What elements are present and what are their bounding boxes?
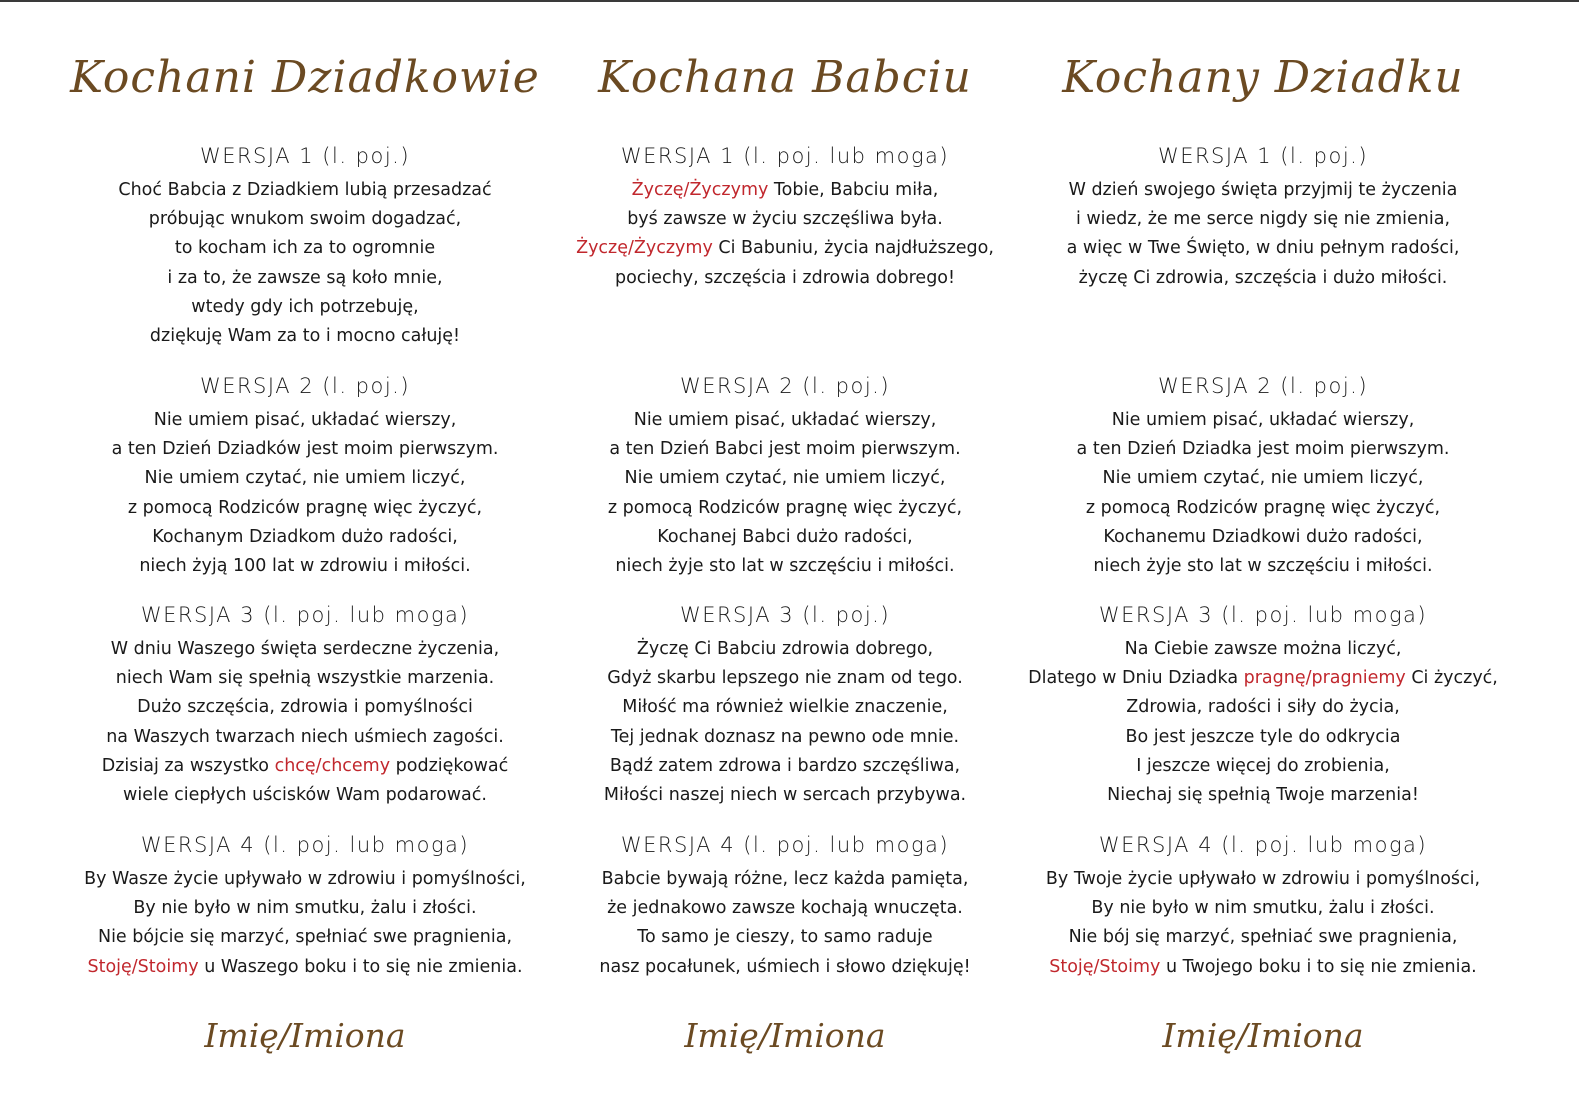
version-heading: WERSJA 2 (l. poj.) <box>679 374 891 398</box>
version-3 <box>560 600 1010 810</box>
poem-line <box>560 234 1010 263</box>
poem-line: By Wasze życie upływało w zdrowiu i pomyślności, <box>84 869 526 889</box>
line-text: Tobie, Babciu miła, <box>768 180 939 200</box>
poem-line: niech Wam się spełnią wszystkie marzenia. <box>115 668 495 689</box>
poem-line: byś zawsze w życiu szczęśliwa była. <box>627 209 943 230</box>
poem-line: Nie umiem czytać, nie umiem liczyć, <box>1102 468 1424 489</box>
poem-line: By nie było w nim smutku, żalu i złości. <box>133 898 477 919</box>
poem-line: Miłość ma również wielkie znaczenie, <box>622 697 948 718</box>
highlight-text: pragnę/pragniemy <box>1243 668 1406 689</box>
signature: Imię/Imiona <box>684 1016 886 1055</box>
poem-line: Nie umiem pisać, układać wierszy, <box>1111 410 1415 430</box>
poem-line <box>60 752 550 781</box>
signature: Imię/Imiona <box>204 1016 406 1055</box>
poem-line: nasz pocałunek, uśmiech i słowo dziękuję! <box>599 956 971 977</box>
poem-line: Kochanej Babci dużo radości, <box>657 526 913 547</box>
poem-line: Dużo szczęścia, zdrowia i pomyślności <box>137 697 473 718</box>
poem-line: Kochanemu Dziadkowi dużo radości, <box>1103 526 1423 547</box>
poem-line: na Waszych twarzach niech uśmiech zagości. <box>106 726 504 747</box>
version-heading: WERSJA 3 (l. poj. lub moga) <box>1098 603 1428 627</box>
version-heading: WERSJA 1 (l. poj.) <box>1157 144 1369 168</box>
version-2 <box>560 371 1010 581</box>
poem-line: próbując wnukom swoim dogadzać, <box>148 209 462 230</box>
line-text: podziękować <box>390 755 509 776</box>
version-4 <box>60 830 550 982</box>
poem-line: Na Ciebie zawsze można liczyć, <box>1124 639 1402 659</box>
highlight-text: Życzę/Życzymy <box>576 238 713 259</box>
poem-line: dziękuję Wam za to i mocno całuję! <box>149 326 461 347</box>
version-3 <box>60 600 550 810</box>
highlight-text: Stoję/Stoimy <box>87 956 199 977</box>
poem-line: Bądź zatem zdrowa i bardzo szczęśliwa, <box>609 755 961 776</box>
poem-line <box>60 953 550 982</box>
version-heading: WERSJA 4 (l. poj. lub moga) <box>1098 833 1428 857</box>
version-heading: WERSJA 3 (l. poj. lub moga) <box>140 603 470 627</box>
column-title: Kochana Babciu <box>598 52 972 103</box>
poem-line: pociechy, szczęścia i zdrowia dobrego! <box>614 267 956 288</box>
highlight-text: Stoję/Stoimy <box>1049 956 1161 977</box>
poem-line: a ten Dzień Babci jest moim pierwszym. <box>609 439 961 460</box>
poem-line: i wiedz, że me serce nigdy się nie zmienia, <box>1075 209 1451 230</box>
line-text: Dzisiaj za wszystko <box>101 755 275 776</box>
poem-line: niech żyje sto lat w szczęściu i miłości. <box>615 556 955 577</box>
version-2 <box>1005 371 1521 581</box>
poem-line: Miłości naszej niech w sercach przybywa. <box>603 785 967 806</box>
poem-line: a ten Dzień Dziadków jest moim pierwszym. <box>111 439 499 460</box>
poem-line: Nie bój się marzyć, spełniać swe pragnienia, <box>1068 927 1458 948</box>
version-4 <box>560 830 1010 982</box>
poem-line: z pomocą Rodziców pragnę więc życzyć, <box>1085 497 1441 518</box>
poem-line: Gdyż skarbu lepszego nie znam od tego. <box>607 668 963 689</box>
highlight-text: Życzę/Życzymy <box>631 180 769 200</box>
line-text: Dlatego w Dniu Dziadka <box>1028 668 1244 689</box>
poem-line: Nie umiem pisać, układać wierszy, <box>633 410 937 430</box>
version-1 <box>560 141 1010 293</box>
version-1 <box>60 141 550 351</box>
version-heading: WERSJA 4 (l. poj. lub moga) <box>620 833 950 857</box>
poem-line: Nie bójcie się marzyć, spełniać swe pragnienia, <box>97 927 513 948</box>
poem-line: Tej jednak doznasz na pewno ode mnie. <box>610 726 960 747</box>
poem-line: z pomocą Rodziców pragnę więc życzyć, <box>607 497 963 518</box>
poem-line: a ten Dzień Dziadka jest moim pierwszym. <box>1076 439 1450 460</box>
version-3 <box>1005 600 1521 810</box>
poem-line: W dzień swojego święta przyjmij te życzenia <box>1068 180 1458 200</box>
version-heading: WERSJA 4 (l. poj. lub moga) <box>140 833 470 857</box>
poem-line: niech żyją 100 lat w zdrowiu i miłości. <box>139 556 471 577</box>
column-dziadek <box>1005 0 1521 1114</box>
poem-line: niech żyje sto lat w szczęściu i miłości. <box>1093 556 1433 577</box>
poem-line: I jeszcze więcej do zrobienia, <box>1136 755 1390 776</box>
poem-line: By nie było w nim smutku, żalu i złości. <box>1091 898 1435 919</box>
column-babcia <box>560 0 1010 1114</box>
poem-line: Zdrowia, radości i siły do życia, <box>1126 697 1400 718</box>
column-dziadkowie <box>60 0 550 1114</box>
version-4 <box>1005 830 1521 982</box>
poem-line <box>1005 953 1521 982</box>
version-heading: WERSJA 2 (l. poj.) <box>199 374 411 398</box>
poem-line: By Twoje życie upływało w zdrowiu i pomyślności, <box>1045 869 1481 889</box>
poem-line: życzę Ci zdrowia, szczęścia i dużo miłości. <box>1078 267 1448 288</box>
poem-line: wiele ciepłych uścisków Wam podarować. <box>123 785 487 806</box>
poem-line: a więc w Twe Święto, w dniu pełnym radości, <box>1066 238 1460 259</box>
poem-line <box>1005 664 1521 693</box>
poem-line: to kocham ich za to ogromnie <box>174 238 436 259</box>
poem-line: Bo jest jeszcze tyle do odkrycia <box>1125 726 1401 747</box>
poem-line: Nie umiem czytać, nie umiem liczyć, <box>624 468 946 489</box>
poem-line: z pomocą Rodziców pragnę więc życzyć, <box>127 497 483 518</box>
version-heading: WERSJA 3 (l. poj.) <box>679 603 891 627</box>
column-title: Kochani Dziadkowie <box>70 52 540 103</box>
version-heading: WERSJA 2 (l. poj.) <box>1157 374 1369 398</box>
version-heading: WERSJA 1 (l. poj. lub moga) <box>620 144 950 168</box>
poem-line: że jednakowo zawsze kochają wnuczęta. <box>607 898 963 919</box>
poem-line <box>560 176 1010 205</box>
column-title: Kochany Dziadku <box>1062 52 1464 103</box>
poem-line: W dniu Waszego święta serdeczne życzenia, <box>110 639 500 659</box>
line-text: Ci życzyć, <box>1405 668 1498 689</box>
poem-line: i za to, że zawsze są koło mnie, <box>167 267 443 288</box>
poem-line: To samo je cieszy, to samo raduje <box>637 927 933 948</box>
poem-line: Choć Babcia z Dziadkiem lubią przesadzać <box>118 180 492 200</box>
line-text: u Twojego boku i to się nie zmienia. <box>1160 956 1477 977</box>
version-heading: WERSJA 1 (l. poj.) <box>199 144 411 168</box>
poem-line: wtedy gdy ich potrzebuję, <box>191 296 419 317</box>
poem-line: Babcie bywają różne, lecz każda pamięta, <box>601 869 969 889</box>
poem-line: Niechaj się spełnią Twoje marzenia! <box>1107 785 1419 806</box>
poem-line: Nie umiem pisać, układać wierszy, <box>153 410 457 430</box>
signature: Imię/Imiona <box>1162 1016 1364 1055</box>
line-text: Ci Babuniu, życia najdłuższego, <box>712 238 994 259</box>
poem-line: Nie umiem czytać, nie umiem liczyć, <box>144 468 466 489</box>
highlight-text: chcę/chcemy <box>274 755 391 776</box>
poem-line: Kochanym Dziadkom dużo radości, <box>152 526 458 547</box>
poem-line: Życzę Ci Babciu zdrowia dobrego, <box>636 639 934 659</box>
version-2 <box>60 371 550 581</box>
version-1 <box>1005 141 1521 293</box>
line-text: u Waszego boku i to się nie zmienia. <box>198 956 523 977</box>
